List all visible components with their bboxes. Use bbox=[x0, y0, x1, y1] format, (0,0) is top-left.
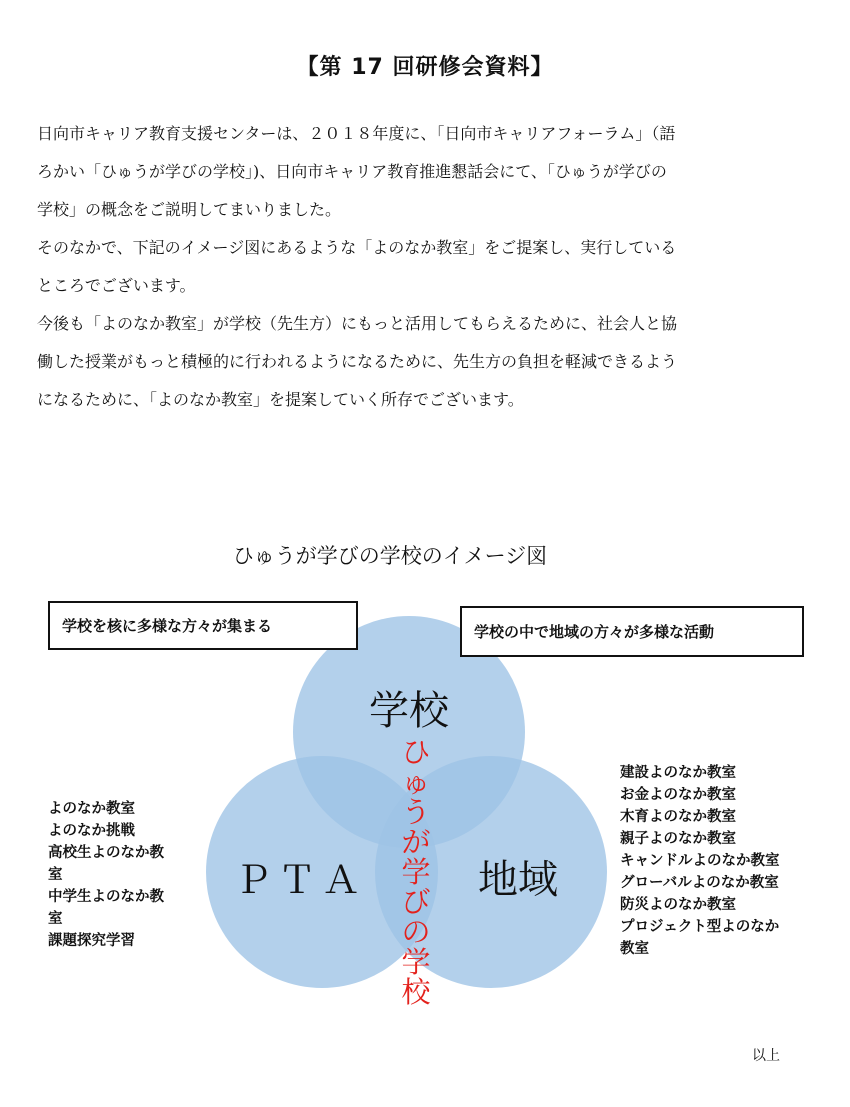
list-item: プロジェクト型よのなか bbox=[620, 919, 780, 935]
list-item: よのなか挑戦 bbox=[48, 823, 135, 839]
intro-line: ろかい「ひゅうが学びの学校」)、日向市キャリア教育推進懇話会にて、「ひゅうが学びの bbox=[37, 162, 667, 181]
list-item: 高校生よのなか教 bbox=[48, 845, 164, 861]
list-item: 室 bbox=[48, 867, 63, 883]
list-item: お金よのなか教室 bbox=[620, 787, 736, 803]
list-item: 防災よのなか教室 bbox=[620, 897, 736, 913]
list-item: よのなか教室 bbox=[48, 801, 135, 817]
list-item: 教室 bbox=[620, 941, 649, 957]
document-title: 【第 17 回研修会資料】 bbox=[296, 55, 554, 80]
community-activity-list bbox=[620, 762, 820, 960]
intro-line: 学校」の概念をご説明してまいりました。 bbox=[37, 200, 342, 219]
closing-text: 以上 bbox=[752, 1048, 780, 1064]
list-item: キャンドルよのなか教室 bbox=[620, 853, 780, 869]
center-label-char: の bbox=[401, 915, 431, 949]
callout-left bbox=[48, 601, 358, 650]
intro-line: になるために、「よのなか教室」を提案していく所存でございます。 bbox=[37, 390, 524, 409]
intro-line: 日向市キャリア教育支援センターは、２０１８年度に、「日向市キャリアフォーラム」（語 bbox=[37, 124, 676, 143]
circle-label-school: 学校 bbox=[369, 688, 449, 734]
center-label-char: が bbox=[401, 825, 431, 859]
intro-line: 働した授業がもっと積極的に行われるようになるために、先生方の負担を軽減できるよう bbox=[37, 352, 678, 371]
intro-line: ところでございます。 bbox=[37, 276, 196, 295]
circle-label-community: 地域 bbox=[478, 857, 558, 903]
diagram-title: ひゅうが学びの学校のイメージ図 bbox=[232, 544, 548, 568]
intro-line: そのなかで、下記のイメージ図にあるような「よのなか教室」をご提案し、実行している bbox=[37, 238, 677, 257]
intro-line: 今後も「よのなか教室」が学校（先生方）にもっと活用してもらえるために、社会人と協 bbox=[37, 314, 678, 333]
list-item: 木育よのなか教室 bbox=[620, 809, 736, 825]
list-item: 親子よのなか教室 bbox=[620, 831, 736, 847]
list-item: 室 bbox=[48, 911, 63, 927]
center-label-char: ゅ bbox=[401, 765, 431, 799]
center-label-char: う bbox=[401, 795, 431, 829]
center-label-char: 学 bbox=[401, 945, 431, 979]
center-label-char: び bbox=[401, 885, 431, 919]
list-item: 課題探究学習 bbox=[48, 933, 135, 949]
center-label bbox=[401, 735, 431, 1009]
list-item: 建設よのなか教室 bbox=[620, 765, 736, 781]
callout-right bbox=[460, 606, 804, 657]
list-item: グローバルよのなか教室 bbox=[620, 875, 779, 891]
pta-activity-list bbox=[48, 798, 208, 952]
callout-right-text: 学校の中で地域の方々が多様な活動 bbox=[474, 623, 715, 641]
center-label-char: ひ bbox=[401, 735, 431, 769]
circle-label-pta: ＰＴＡ bbox=[233, 858, 367, 902]
center-label-char: 学 bbox=[401, 855, 431, 889]
list-item: 中学生よのなか教 bbox=[48, 889, 164, 905]
center-label-char: 校 bbox=[401, 975, 431, 1009]
callout-left-text: 学校を核に多様な方々が集まる bbox=[62, 617, 273, 635]
